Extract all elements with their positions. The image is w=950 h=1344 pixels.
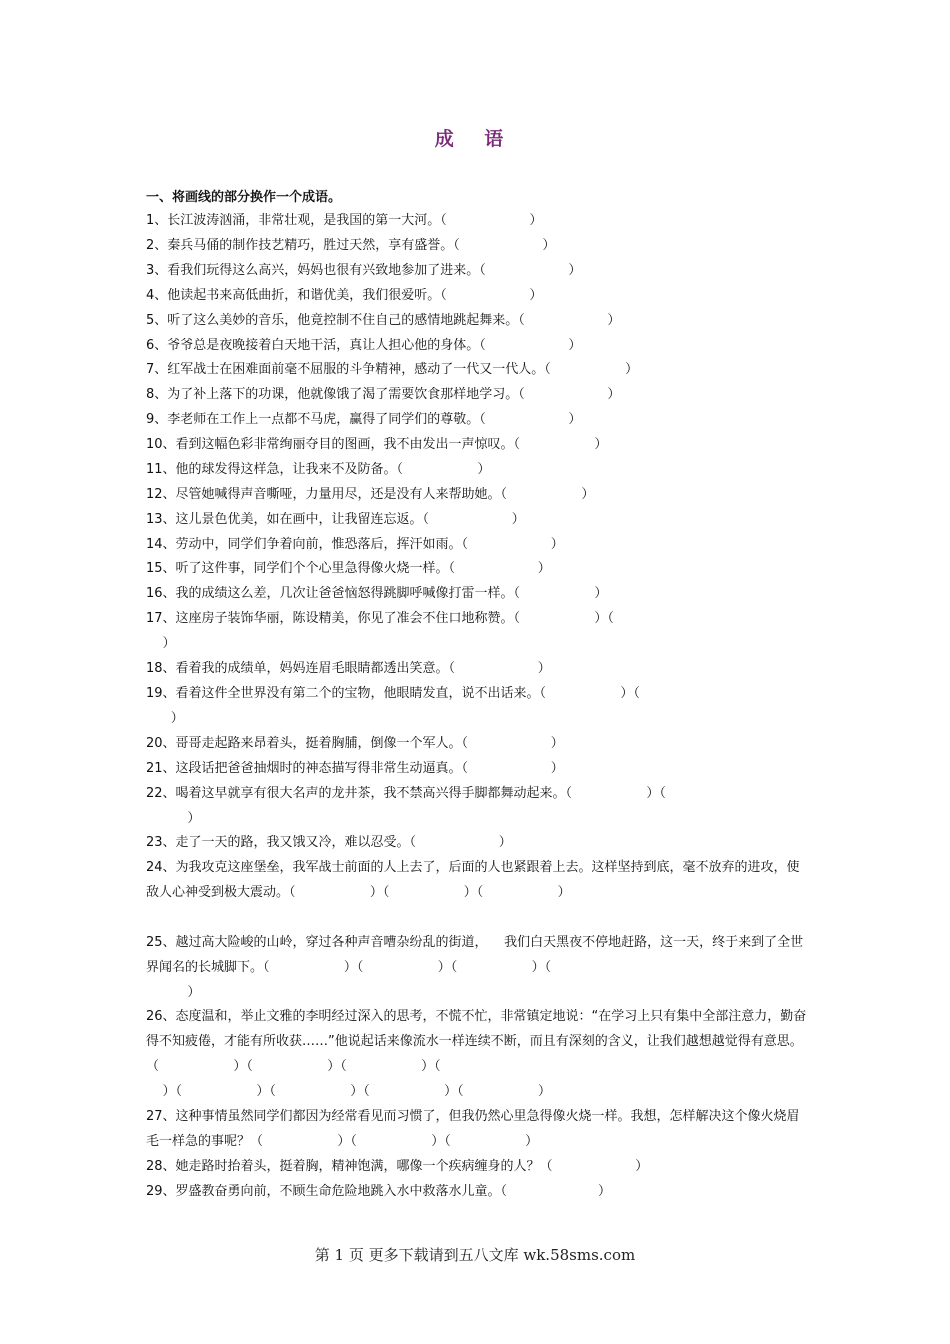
question-9: 9、李老师在工作上一点都不马虎，赢得了同学们的尊敬。（ ） [146,412,582,427]
question-12: 12、尽管她喊得声音嘶哑，力量用尽，还是没有人来帮助她。（ ） [146,487,595,502]
question-24: 24、为我攻克这座堡垒，我军战士前面的人上去了，后面的人也紧跟着上去。这样坚持到底，毫不放弃的进攻，使敌人心神受到极大震动。（ ）（ ）（ ） [146,860,800,900]
question-26: 26、态度温和，举止文雅的李明经过深入的思考，不慌不忙，非常镇定地说：“在学习上只有集中全部注意力，勤奋得不知疲倦，才能有所收获……”他说起话来像流水一样连续不断，而且有深刻的含义，让我们越想越觉得有意思。（ ）（ ）（ ）（ ）（ ）（ ）（ ）（ ） [146,1009,807,1099]
page-title: 成 语 [434,128,516,150]
question-19: 19、看着这件全世界没有第二个的宝物，他眼睛发直，说不出话来。（ ）（ ） [146,686,640,726]
page-footer: 第 1 页 更多下载请到五八文库 wk.58sms.com [314,1246,636,1264]
question-27: 27、这种事情虽然同学们都因为经常看见而习惯了，但我仍然心里急得像火烧一样。我想，怎样解决这个像火烧眉毛一样急的事呢？（ ）（ ）（ ） [146,1109,800,1149]
question-2: 2、秦兵马俑的制作技艺精巧，胜过天然，享有盛誉。（ ） [146,238,556,253]
question-20: 20、哥哥走起路来昂着头，挺着胸脯，倒像一个军人。（ ） [146,736,564,751]
question-7: 7、红军战士在困难面前毫不屈服的斗争精神，感动了一代又一代人。（ ） [146,362,639,377]
question-23: 23、走了一天的路，我又饿又冷，难以忍受。（ ） [146,835,512,850]
question-22: 22、喝着这早就享有很大名声的龙井茶，我不禁高兴得手脚都舞动起来。（ ）（ ） [146,786,666,826]
question-28: 28、她走路时抬着头，挺着胸，精神饱满，哪像一个疾病缠身的人？（ ） [146,1159,649,1174]
question-18: 18、看着我的成绩单，妈妈连眉毛眼睛都透出笑意。（ ） [146,661,551,676]
question-29: 29、罗盛教奋勇向前，不顾生命危险地跳入水中救落水儿童。（ ） [146,1184,611,1199]
question-17: 17、这座房子装饰华丽，陈设精美，你见了准会不住口地称赞。（ ）（ ） [146,611,614,651]
question-6: 6、爷爷总是夜晚接着白天地干活，真让人担心他的身体。（ ） [146,338,582,353]
question-16: 16、我的成绩这么差，几次让爸爸恼怒得跳脚呼喊像打雷一样。（ ） [146,586,608,601]
question-1: 1、长江波涛汹涌，非常壮观，是我国的第一大河。（ ） [146,213,543,228]
question-10: 10、看到这幅色彩非常绚丽夺目的图画，我不由发出一声惊叹。（ ） [146,437,608,452]
question-25: 25、越过高大险峻的山岭，穿过各种声音嘈杂纷乱的街道， 我们白天黑夜不停地赶路，这一天，终于来到了全世界闻名的长城脚下。（ ）（ ）（ ）（ ） [146,935,804,1000]
question-14: 14、劳动中，同学们争着向前，惟恐落后，挥汗如雨。（ ） [146,537,564,552]
question-21: 21、这段话把爸爸抽烟时的神态描写得非常生动逼真。（ ） [146,761,564,776]
question-5: 5、听了这么美妙的音乐，他竟控制不住自己的感情地跳起舞来。（ ） [146,313,621,328]
section-heading: 一、将画线的部分换作一个成语。 [146,190,342,205]
question-3: 3、看我们玩得这么高兴，妈妈也很有兴致地参加了进来。（ ） [146,263,582,278]
question-15: 15、听了这件事，同学们个个心里急得像火烧一样。（ ） [146,561,551,576]
question-11: 11、他的球发得这样急，让我来不及防备。（ ） [146,462,491,477]
question-13: 13、这儿景色优美，如在画中，让我留连忘返。（ ） [146,512,525,527]
question-4: 4、他读起书来高低曲折，和谐优美，我们很爱听。（ ） [146,288,543,303]
question-8: 8、为了补上落下的功课，他就像饿了渴了需要饮食那样地学习。（ ） [146,387,621,402]
